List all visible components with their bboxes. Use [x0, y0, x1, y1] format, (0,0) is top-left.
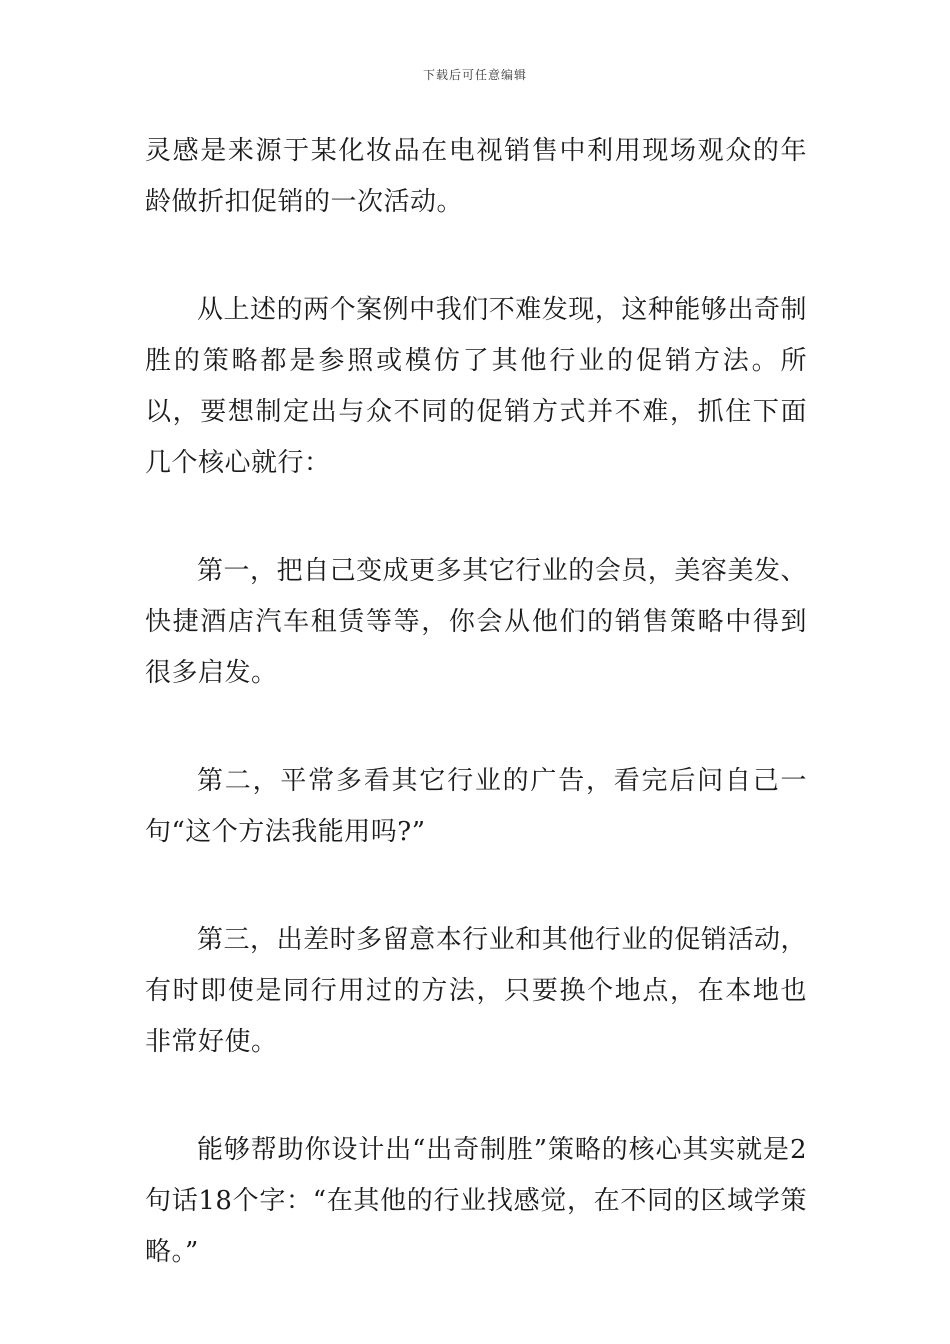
paragraph-3: 第一，把自己变成更多其它行业的会员，美容美发、快捷酒店汽车租赁等等，你会从他们的销售策略中得到很多启发。 [145, 556, 807, 688]
document-body [145, 126, 807, 1335]
paragraph-1: 灵感是来源于某化妆品在电视销售中利用现场观众的年龄做折扣促销的一次活动。 [145, 136, 807, 217]
page-header: 下载后可任意编辑 [422, 68, 527, 82]
paragraph-6: 能够帮助你设计出“出奇制胜”策略的核心其实就是2句话18个字：“在其他的行业找感觉，在不同的区域学策略。” [145, 1135, 807, 1267]
paragraph-2: 从上述的两个案例中我们不难发现，这种能够出奇制胜的策略都是参照或模仿了其他行业的促销方法。所以，要想制定出与众不同的促销方式并不难，抓住下面几个核心就行： [145, 295, 807, 478]
paragraph-4: 第二，平常多看其它行业的广告，看完后问自己一句“这个方法我能用吗?” [145, 766, 807, 847]
paragraph-5: 第三，出差时多留意本行业和其他行业的促销活动，有时即使是同行用过的方法，只要换个地点，在本地也非常好使。 [145, 925, 807, 1057]
